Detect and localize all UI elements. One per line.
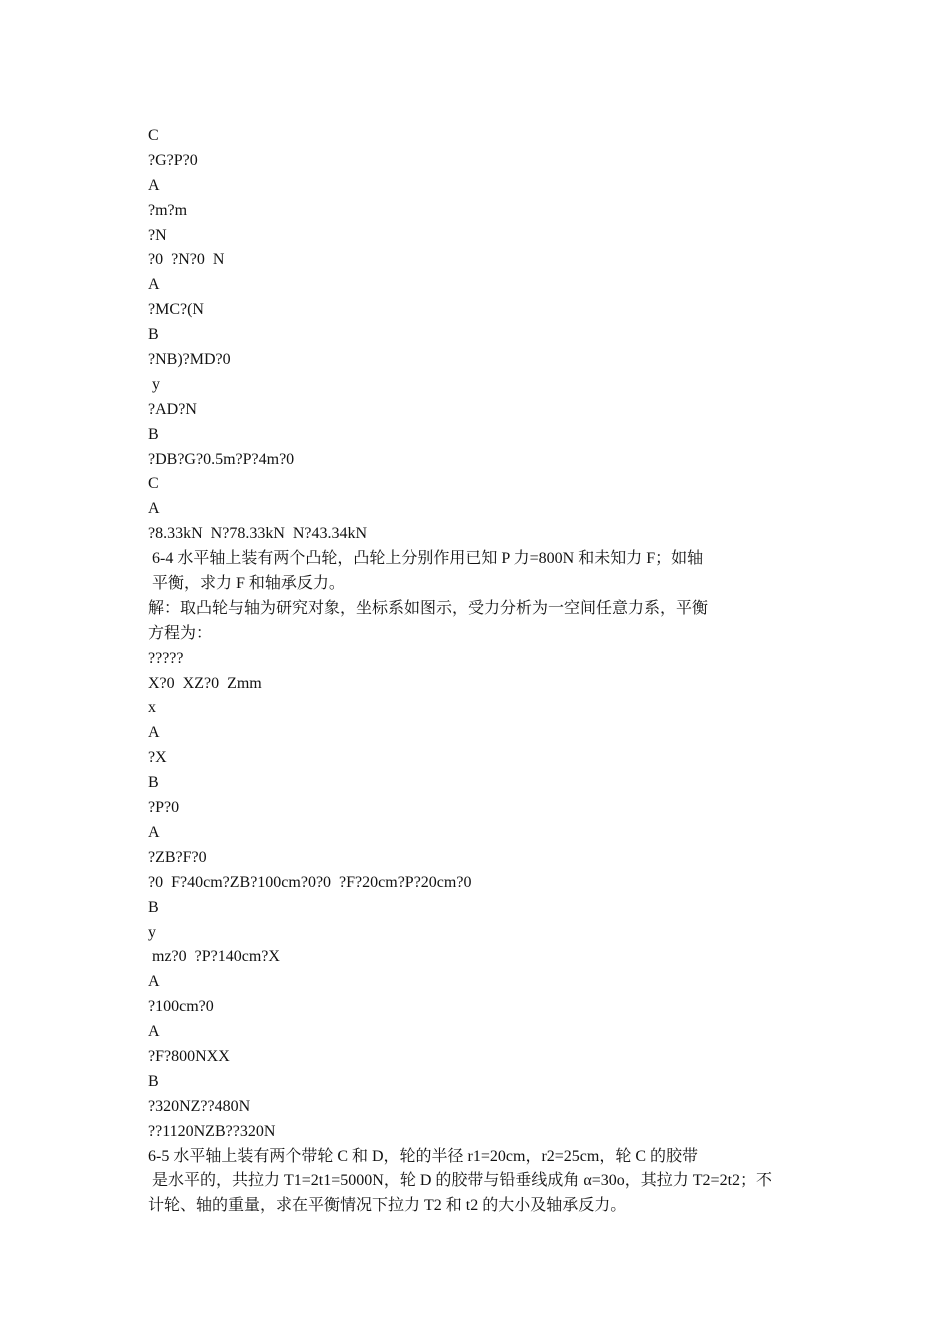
- solution-text: 解：取凸轮与轴为研究对象，坐标系如图示，受力分析为一空间任意力系，平衡: [148, 599, 709, 617]
- text-line: A: [148, 276, 160, 294]
- text-line: B: [148, 1072, 159, 1090]
- text-line: ?????: [148, 649, 184, 667]
- text-line: y: [148, 375, 160, 393]
- text-line: B: [148, 326, 159, 344]
- text-line: ?F?800NXX: [148, 1047, 230, 1065]
- text-line: A: [148, 724, 160, 742]
- text-line: B: [148, 774, 159, 792]
- text-line: A: [148, 1023, 160, 1041]
- problem-6-5-statement-end: 计轮、轴的重量，求在平衡情况下拉力 T2 和 t2 的大小及轴承反力。: [148, 1197, 627, 1215]
- text-line: ?P?0: [148, 799, 180, 817]
- solution-text-cont: 方程为：: [148, 624, 213, 642]
- text-line: A: [148, 973, 160, 991]
- text-line: ??1120NZB??320N: [148, 1122, 276, 1140]
- text-line: ?100cm?0: [148, 998, 214, 1016]
- text-line: C: [148, 475, 159, 493]
- text-line: A: [148, 176, 160, 194]
- text-line: X?0 XZ?0 Zmm: [148, 674, 262, 692]
- text-line: ?DB?G?0.5m?P?4m?0: [148, 450, 295, 468]
- text-line: mz?0 ?P?140cm?X: [148, 948, 280, 966]
- text-line: ?ZB?F?0: [148, 848, 207, 866]
- text-line: y: [148, 923, 156, 941]
- text-line: ?G?P?0: [148, 151, 198, 169]
- document-body: [148, 124, 828, 1219]
- text-line: ?N: [148, 226, 167, 244]
- text-line: ?0 F?40cm?ZB?100cm?0?0 ?F?20cm?P?20cm?0: [148, 873, 472, 891]
- problem-6-5-statement: 6-5 水平轴上装有两个带轮 C 和 D，轮的半径 r1=20cm，r2=25cm，轮 C 的胶带: [148, 1147, 699, 1165]
- problem-6-5-statement-cont: 是水平的，共拉力 T1=2t1=5000N，轮 D 的胶带与铅垂线成角 α=30o，其拉力 T2=2t2；不: [148, 1172, 773, 1190]
- text-line: ?8.33kN N?78.33kN N?43.34kN: [148, 525, 368, 543]
- text-line: B: [148, 898, 159, 916]
- text-line: ?m?m: [148, 201, 188, 219]
- text-line: ?AD?N: [148, 400, 197, 418]
- text-line: ?0 ?N?0 N: [148, 251, 225, 269]
- text-line: B: [148, 425, 159, 443]
- text-line: ?MC?(N: [148, 301, 204, 319]
- text-line: A: [148, 823, 160, 841]
- text-line: A: [148, 500, 160, 518]
- text-line: x: [148, 699, 156, 717]
- text-line: C: [148, 127, 159, 144]
- text-line: ?NB)?MD?0: [148, 351, 231, 369]
- text-line: ?X: [148, 749, 167, 767]
- problem-6-4-statement-cont: 平衡，求力 F 和轴承反力。: [148, 575, 345, 593]
- text-line: ?320NZ??480N: [148, 1097, 251, 1115]
- problem-6-4-statement: 6-4 水平轴上装有两个凸轮，凸轮上分别作用已知 P 力=800N 和未知力 F；如轴: [148, 550, 704, 568]
